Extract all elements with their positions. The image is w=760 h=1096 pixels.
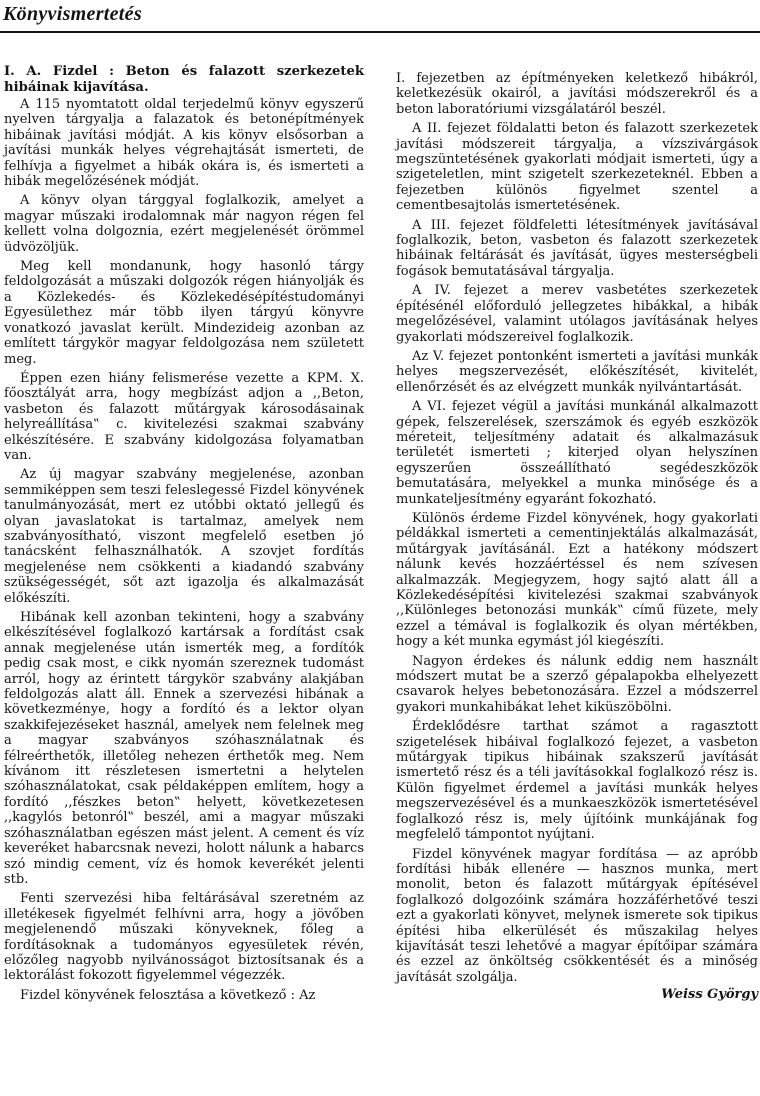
paragraph: Éppen ezen hiány felismerése vezette a KPM. X. főosztályát arra, hogy megbízást adjon a ,,Beton, vasbeton és falazott műtárgyak károsodásainak helyreállítása‟ c. kivitelezési szakmai szabvány elkészítésére. E szabvány kidolgozása folyamatban van. — [4, 370, 364, 463]
paragraph: Hibának kell azonban tekinteni, hogy a szabvány elkészítésével foglalkozó kartársak a fordítást csak annak megjelenése után ismerték meg, a fordítók pedig csak most, e cikk nyomán szereznek tudomást arról, hogy az érintett tárgykör szabvány alakjában feldolgozás alatt áll. Ennek a szervezési hibának a következménye, hogy a fordító és a lektor olyan szakkifejezéseket használ, amelyek nem felelnek meg a magyar szabványos szóhasználatnak és félreérthetők, illetőleg nehezen érthetők meg. Nem kívánom itt részletesen ismertetni a helytelen szóhasználatokat, csak példaképpen említem, hogy a fordító ,,fészkes beton‟ helyett, következetesen ,,kagylós betonról‟ beszél, ami a magyar műszaki szóhasználatban egészen mást jelent. A cement és víz keveréket habarcsnak nevezi, holott nálunk a habarcs szó mindig cement, víz és homok keverékét jelenti stb. — [4, 610, 364, 887]
paragraph: Meg kell mondanunk, hogy hasonló tárgy feldolgozását a műszaki dolgozók régen hiányolják és a Közlekedés- és Közlekedésépítéstudományi Egyesülethez már több ilyen tárgyú könyvre vonatkozó javaslat került. Mindezideig azonban az említett tárgykör magyar feldolgozása nem született meg. — [4, 259, 364, 367]
section-title: Könyvismertetés — [3, 3, 142, 25]
paragraph: A VI. fejezet végül a javítási munkánál alkalmazott gépek, felszerelések, szerszámok és egyéb eszközök méreteit, teljesítmény adatait és alkalmazásuk területét ismerteti ; kiterjed olyan helyszínen egyszerűen összeállítható segédeszközök bemutatására, melyekkel a munka minősége és a munkateljesítmény egyaránt fokozható. — [396, 399, 758, 507]
paragraph: Az V. fejezet pontonként ismerteti a javítási munkák helyes megszervezését, előkészítését, kivitelét, ellenőrzését és az elvégzett munkák nyilvántartását. — [396, 348, 758, 395]
paragraph: A III. fejezet földfeletti létesítmények javításával foglalkozik, beton, vasbeton és falazott szerkezetek hibáinak feltárását és javítását, ügyes mesterségbeli fogások bemutatásával tárgyalja. — [396, 217, 758, 279]
paragraph: Az új magyar szabvány megjelenése, azonban semmiképpen sem teszi feleslegessé Fizdel könyvének tanulmányozását, mert ez utóbbi oktató jellegű és olyan javaslatokat is tartalmaz, amelyek nem szabványosítható, viszont megfelelő esetben jó tanácsként felhasználhatók. A szovjet fordítás megjelenése nem csökkenti a kiadandó szabvány szükségességét, sőt azt igazolja és alkalmazását előkészíti. — [4, 467, 364, 606]
paragraph: A II. fejezet földalatti beton és falazott szerkezetek javítási módszereit tárgyalja, a vízszivárgások megszüntetésének gyakorlati módjait ismerteti, úgy a szigeteletlen, mint szigetelt szerkezeteknél. Ebben a fejezetben különös figyelmet szentel a cementbesajtolás ismertetésének. — [396, 121, 758, 214]
right-column — [396, 71, 758, 1003]
paragraph: Különös érdeme Fizdel könyvének, hogy gyakorlati példákkal ismerteti a cementinjektálás alkalmazását, műtárgyak javításánál. Ezt a hatékony módszert nálunk kevés hozzáértéssel és nem szívesen alkalmazzák. Megjegyzem, hogy sajtó alatt áll a Közlekedésépítési kivitelezési szakmai szabványok ,,Különleges betonozási munkák‟ című füzete, mely ezzel a témával is foglalkozik és olyan mértékben, hogy a két munka egymást jól kiegészíti. — [396, 510, 758, 650]
article-heading: I. A. Fizdel : Beton és falazott szerkezetek hibáinak kijavítása. — [4, 64, 364, 95]
paragraph: Fizdel könyvének magyar fordítása — az apróbb fordítási hibák ellenére — hasznos munka, mert monolit, beton és falazott műtárgyak építésével foglalkozó dolgozóink számára hozzáférhetővé teszi ezt a gyakorlati könyvet, melynek ismerete sok tipikus építési hiba elkerülését és műszakilag helyes kijavítását teszi lehetővé a magyar építőipar számára és ezzel az önköltség csökkentését és a minőség javítását szolgálja. — [396, 846, 758, 985]
paragraph: A IV. fejezet a merev vasbetétes szerkezetek építésénél előforduló jellegzetes hibákkal, a hibák megelőzésével, valamint utólagos javításának helyes gyakorlati módszereivel foglalkozik. — [396, 283, 758, 345]
paragraph: A 115 nyomtatott oldal terjedelmű könyv egyszerű nyelven tárgyalja a falazatok és betonépítmények hibáinak javítási módját. A kis könyv elsősorban a javítási munkák helyes végrehajtását ismerteti, de felhívja a figyelmet a hibák okára is, és ismerteti a hibák megelőzésének módját. — [4, 97, 364, 190]
paragraph: Fizdel könyvének felosztása a következő : Az — [20, 987, 316, 1003]
paragraph: Nagyon érdekes és nálunk eddig nem használt módszert mutat be a szerző gépalapokba elhelyezett csavarok helyes bebetonozására. Ezzel a módszerrel gyakori munkahibákat lehet kiküszöbölni. — [396, 653, 758, 715]
left-column — [4, 64, 364, 1003]
paragraph: I. fejezetben az építményeken keletkező hibákról, keletkezésük okairól, a javítási módszerekről és a beton laboratóriumi vizsgálatáról beszél. — [396, 71, 758, 117]
paragraph: Érdeklődésre tarthat számot a ragasztott szigetelések hibáival foglalkozó fejezet, a vasbeton műtárgyak tipikus hibáinak szakszerű javítását ismertető rész és a téli javításokkal foglalkozó rész is. Külön figyelmet érdemel a javítási munkák helyes megszervezésével és a munkaeszközök ismertetésével foglalkozó rész is, mely újítóink munkájának fog megfelelő támpontot nyújtani. — [396, 719, 758, 843]
paragraph: A könyv olyan tárggyal foglalkozik, amelyet a magyar műszaki irodalomnak már nagyon régen fel kellett volna dolgoznia, ezért megjelenését örömmel üdvözöljük. — [4, 193, 364, 255]
author-signature: Weiss György — [661, 987, 758, 1003]
paragraph: Fenti szervezési hiba feltárásával szeretném az illetékesek figyelmét felhívni arra, hogy a jövőben megjelenendő műszaki könyveknek, főleg a fordításoknak a tudományos egyesületek révén, előzőleg nagyobb nyilvánosságot biztosítsanak és a lektorálást fokozott figyelemmel végezzék. — [4, 891, 364, 984]
title-rule — [0, 31, 760, 33]
